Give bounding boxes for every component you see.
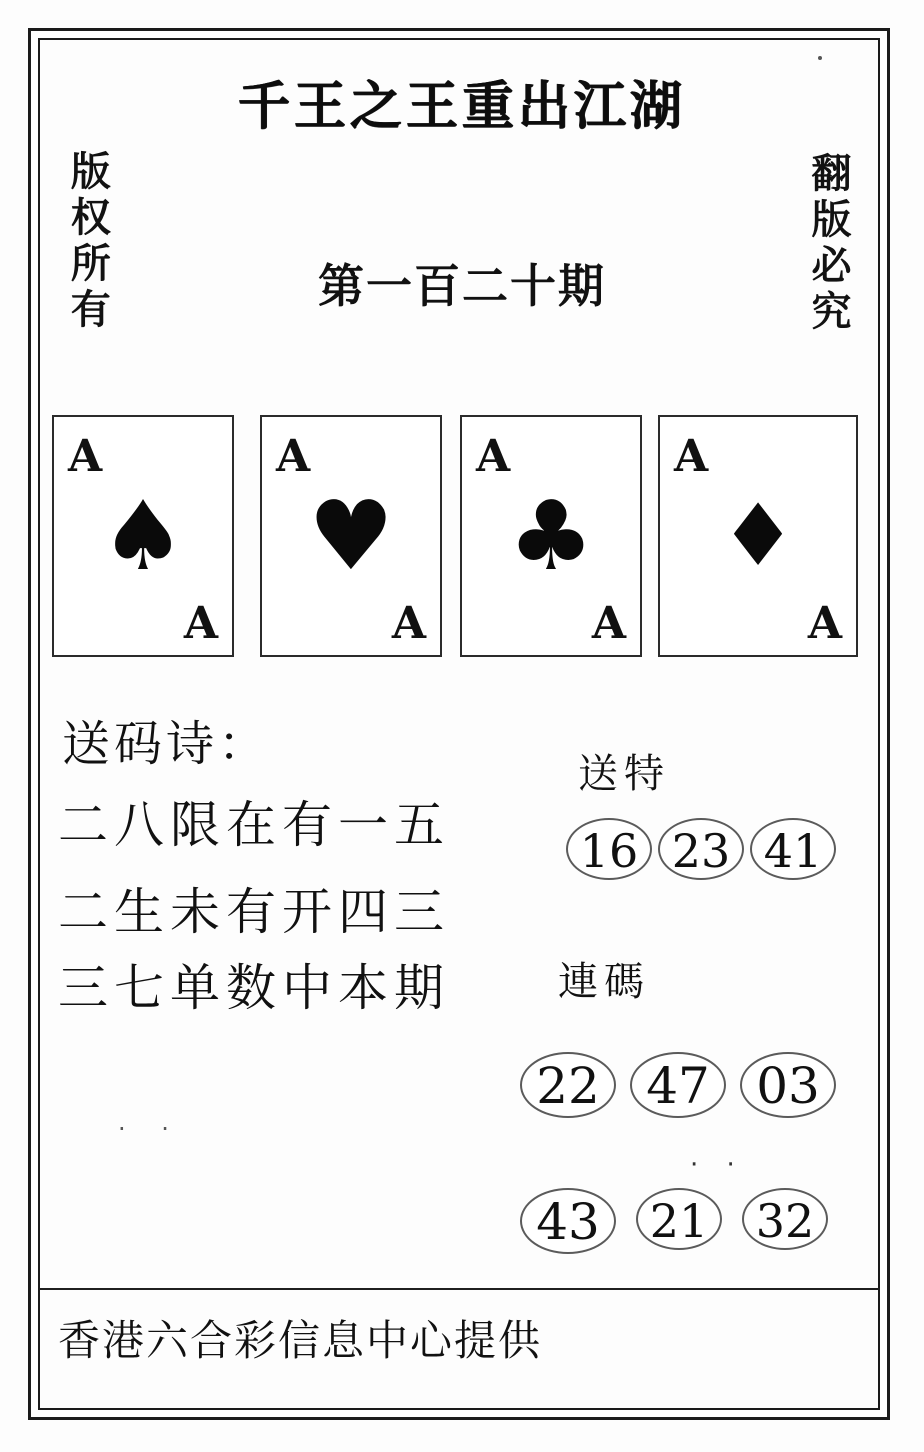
card-rank-top: A xyxy=(476,431,511,482)
copyright-left-text: 版权所有 xyxy=(64,150,112,334)
lianma-label: 連碼 xyxy=(558,959,650,1005)
special-numbers-row xyxy=(566,818,836,880)
club-icon: ♣ xyxy=(507,480,595,592)
poem-label: 送码诗： xyxy=(62,716,271,772)
stray-dots-left: . . xyxy=(118,1108,183,1136)
heart-icon: ♥ xyxy=(307,480,395,592)
footer-text: 香港六合彩信息中心提供 xyxy=(58,1316,543,1365)
print-speck xyxy=(818,56,822,60)
card-heart xyxy=(260,415,442,657)
diamond-icon: ♦ xyxy=(719,486,797,586)
card-rank-top: A xyxy=(68,431,103,482)
card-rank-bottom: A xyxy=(807,598,842,649)
number-ball: 22 xyxy=(520,1052,616,1118)
number-ball: 03 xyxy=(740,1052,836,1118)
issue-number: 第一百二十期 xyxy=(318,259,606,313)
number-ball: 16 xyxy=(566,818,652,880)
special-number-label: 送特 xyxy=(578,751,670,797)
number-ball: 21 xyxy=(636,1188,722,1250)
card-spade xyxy=(52,415,234,657)
card-rank-bottom: A xyxy=(183,598,218,649)
lianma-numbers-row-2 xyxy=(520,1188,828,1254)
number-ball: 23 xyxy=(658,818,744,880)
poem-line-3: 三七单数中本期 xyxy=(58,959,450,1017)
page-title: 千王之王重出江湖 xyxy=(237,76,686,137)
playing-cards-row xyxy=(50,415,878,663)
card-club xyxy=(460,415,642,657)
poem-line-2: 二生未有开四三 xyxy=(58,883,450,941)
poem-line-1: 二八限在有一五 xyxy=(58,796,450,854)
spade-icon: ♠ xyxy=(99,480,187,592)
card-rank-bottom: A xyxy=(391,598,426,649)
lianma-numbers-row-1 xyxy=(520,1052,836,1118)
card-rank-top: A xyxy=(674,431,709,482)
number-ball: 43 xyxy=(520,1188,616,1254)
card-rank-top: A xyxy=(276,431,311,482)
number-ball: 47 xyxy=(630,1052,726,1118)
card-rank-bottom: A xyxy=(591,598,626,649)
copyright-right-text: 翻版必究 xyxy=(805,152,852,336)
card-diamond xyxy=(658,415,858,657)
number-ball: 41 xyxy=(750,818,836,880)
footer-divider xyxy=(40,1288,880,1290)
stray-dots-right: · · xyxy=(690,1150,745,1180)
number-ball: 32 xyxy=(742,1188,828,1250)
